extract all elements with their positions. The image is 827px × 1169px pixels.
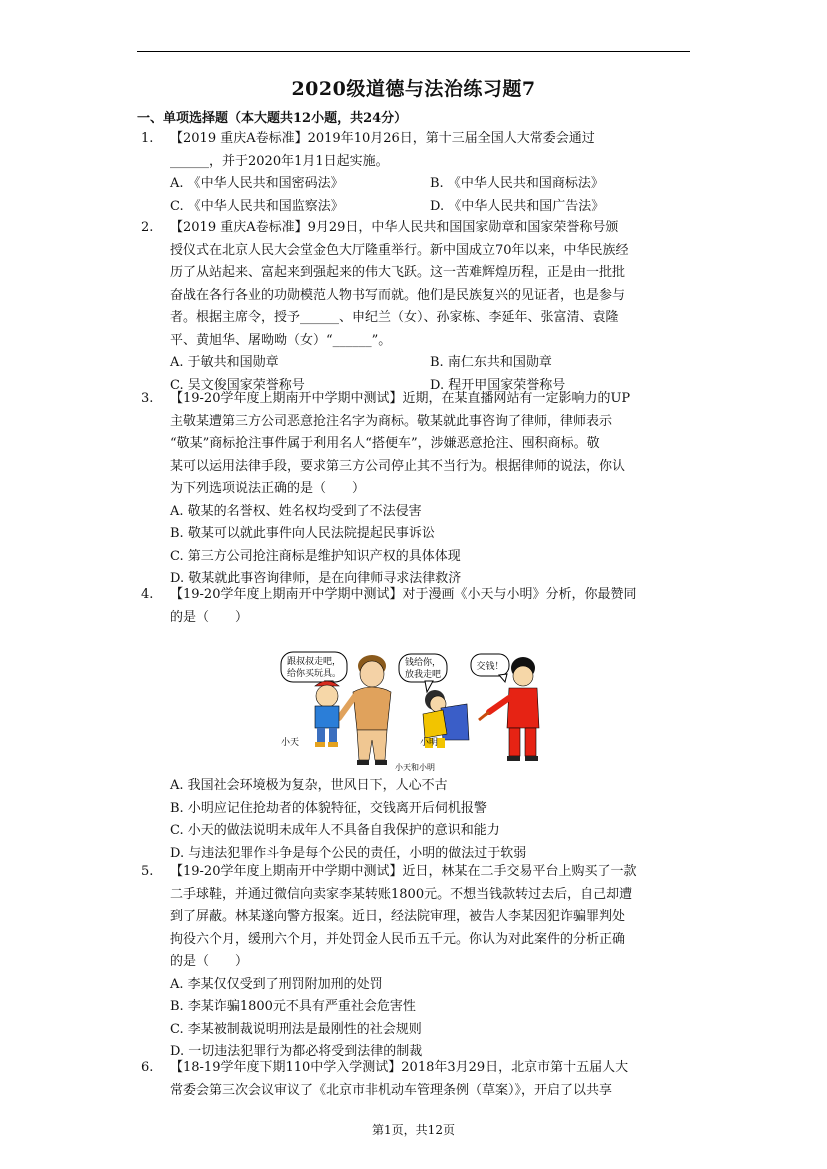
comic-caption: 小天和小明 [395, 763, 435, 772]
question-text-line: 【19-20学年度上期南开中学期中测试】近日，林某在二手交易平台上购买了一款 [170, 864, 637, 879]
question-number: 5. [141, 864, 154, 879]
question-text-line: 平、黄旭华、屠呦呦（女）“______”。 [170, 332, 392, 348]
label-xiaotian: 小天 [281, 738, 300, 748]
question-text-line: 常委会第三次会议审议了《北京市非机动车管理条例（草案）》，开启了以共享 [170, 1082, 613, 1098]
option-a: A. 我国社会环境极为复杂，世风日下，人心不古 [170, 778, 448, 793]
question-text-line: 主敬某遭第三方公司恶意抢注名字为商标。敬某就此事咨询了律师，律师表示 [170, 413, 613, 429]
question-number: 6. [141, 1060, 154, 1075]
question-text-line: 授仪式在北京人民大会堂金色大厅隆重举行。新中国成立70年以来，中华民族经 [170, 242, 629, 258]
question-text-line: 【18-19学年度下期110中学入学测试】2018年3月29日，北京市第十五届人大 [170, 1060, 629, 1075]
question-text-line: 奋战在各行各业的功勋模范人物书写而就。他们是民族复兴的见证者，也是参与 [170, 287, 626, 303]
option-b: B. 敬某可以就此事件向人民法院提起民事诉讼 [170, 526, 435, 541]
bubble-2-line-2: 放我走吧 [404, 670, 442, 680]
bubble-1-line-1: 跟叔叔走吧， [286, 657, 342, 667]
option-a: A. 李某仅仅受到了刑罚附加刑的处罚 [170, 976, 383, 992]
question-text-line: “敬某”商标抢注事件属于利用名人“搭便车”，涉嫌恶意抢注、囤积商标。敬 [170, 436, 600, 451]
option-c: C. 小天的做法说明未成年人不具备自我保护的意识和能力 [170, 823, 500, 838]
question-text-line: 到了屏蔽。林某遂向警方报案。近日，经法院审理，被告人李某因犯诈骗罪判处 [170, 909, 626, 924]
option-d: D. 《中华人民共和国广告法》 [430, 198, 605, 214]
question-text-line: 【19-20学年度上期南开中学期中测试】近期，在某直播网站有一定影响力的UP [170, 391, 631, 406]
question-6 [137, 1057, 690, 1102]
question-text-line: 拘役六个月，缓刑六个月，并处罚金人民币五千元。你认为对此案件的分析正确 [170, 931, 626, 947]
question-number: 1. [141, 131, 154, 146]
question-text-line: 二手球鞋，并通过微信向卖家李某转账1800元。不想当钱款转过去后，自己却遭 [170, 886, 633, 902]
question-text-line: 的是（ ） [170, 609, 249, 625]
speech-bubble-3-tail [499, 674, 507, 682]
option-b: B. 《中华人民共和国商标法》 [430, 176, 604, 191]
option-b: B. 李某诈骗1800元不具有严重社会危害性 [170, 999, 416, 1014]
option-d: D. 敬某就此事咨询律师，是在向律师寻求法律救济 [170, 571, 462, 586]
option-a: A. 敬某的名誉权、姓名权均受到了不法侵害 [170, 503, 422, 519]
child-xiaotian-figure [315, 681, 339, 747]
option-b: B. 南仁东共和国勋章 [430, 355, 552, 370]
option-a: A. 《中华人民共和国密码法》 [170, 176, 344, 191]
bubble-2-line-1: 钱给你， [404, 658, 442, 668]
question-5 [137, 861, 690, 1064]
option-d: D. 与违法犯罪作斗争是每个公民的责任，小明的做法过于软弱 [170, 845, 527, 861]
question-3 [137, 388, 690, 591]
question-1 [137, 128, 690, 218]
question-number: 2. [141, 220, 154, 235]
question-number: 4. [141, 587, 154, 602]
label-xiaoming: 小明 [420, 738, 439, 748]
header-rule [137, 51, 690, 52]
question-text-line: 的是（ ） [170, 954, 249, 969]
speech-bubble-2-tail [425, 681, 433, 692]
question-text-line: 某可以运用法律手段，要求第三方公司停止其不当行为。根据律师的说法，你认 [170, 458, 626, 474]
bubble-3-text: 交钱！ [476, 662, 504, 672]
option-b: B. 小明应记住抢劫者的体貌特征，交钱离开后伺机报警 [170, 800, 487, 816]
question-text-line: 为下列选项说法正确的是（ ） [170, 481, 366, 496]
question-4 [137, 584, 690, 629]
question-text-line: 【19-20学年度上期南开中学期中测试】对于漫画《小天与小明》分析，你最赞同 [170, 587, 637, 602]
option-c: C. 李某被制裁说明刑法是最刚性的社会规则 [170, 1021, 422, 1037]
question-text-line: ______，并于2020年1月1日起实施。 [170, 153, 389, 169]
question-2 [137, 217, 690, 397]
option-c: C. 吴文俊国家荣誉称号 [170, 377, 305, 393]
question-text-line: 【2019 重庆A卷标准】2019年10月26日，第十三届全国人大常委会通过 [170, 131, 595, 146]
option-d: D. 一切违法犯罪行为都必将受到法律的制裁 [170, 1044, 423, 1059]
option-a: A. 于敏共和国勋章 [170, 355, 279, 370]
section-heading: 一、单项选择题（本大题共12小题，共24分） [137, 111, 408, 126]
question-number: 3. [141, 391, 154, 406]
bubble-1-line-2: 给你买玩具。 [286, 669, 342, 679]
option-d: D. 程开甲国家荣誉称号 [430, 377, 566, 393]
option-c: C. 第三方公司抢注商标是维护知识产权的具体体现 [170, 548, 461, 564]
question-text-line: 【2019 重庆A卷标准】9月29日，中华人民共和国国家勋章和国家荣誉称号颁 [170, 220, 619, 235]
question-text-line: 历了从站起来、富起来到强起来的伟大飞跃。这一苦难辉煌历程，正是由一批批 [170, 265, 626, 280]
page-title: 2020级道德与法治练习题7 [291, 78, 536, 100]
question-4-options [137, 775, 690, 865]
page-footer: 第1页，共12页 [372, 1123, 455, 1137]
comic-illustration [275, 648, 555, 773]
option-c: C. 《中华人民共和国监察法》 [170, 198, 344, 214]
question-text-line: 者。根据主席令，授予______、申纪兰（女）、孙家栋、李延年、张富清、袁隆 [170, 310, 619, 325]
